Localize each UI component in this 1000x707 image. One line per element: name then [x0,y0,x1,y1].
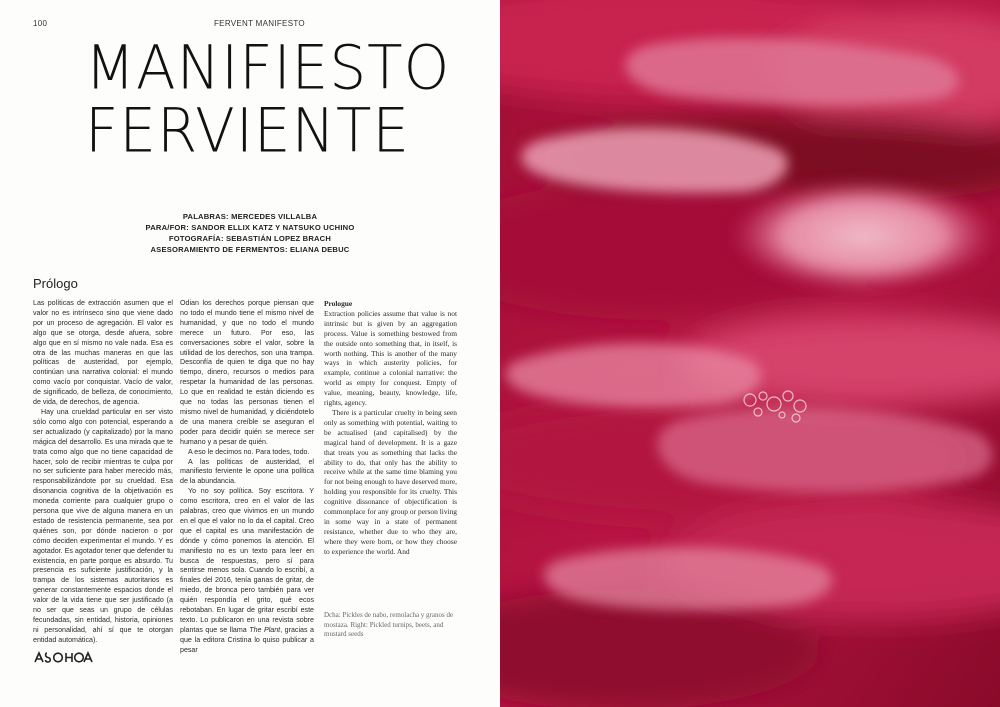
paragraph: There is a particular cruelty in being seen only as something with potential, waiting to be actualised (and capitalised) by the magical hand of development. It is a gaze that treats you as something that lacks the ability to do, that only has the ability to receive while at the same time blaming you for not being enough to have deserved more, holding you responsible for its cruelty. This cognitive dissonance of objectification is commonplace for any group or person living in some way in a state of permanent resistance, whether due to who they are, where they were born, or how they choose to experience the world. And [324,407,457,556]
magazine-name: The Plant [249,625,281,634]
paragraph [180,487,314,655]
photo-caption [324,611,464,640]
section-title: Prólogo [33,276,78,291]
photo-page [500,0,1000,707]
credits-block [120,211,380,255]
paragraph: Hay una crueldad particular en ser visto sólo como algo con potencial, esperando a ser actualizado (y capitalizado) por la mano mágica del desarrollo. Es una mirada que te trata como algo que no tiene capacidad de hacer, solo de recibir mientras te culpa por no ser suficiente para haber merecido más, responsabilizándote por su crueldad. Esa disonancia cognitiva de la objetivación es moneda corriente para cualquier grupo o persona que vive de alguna manera en un estado de resistencia permanente, sea por quiénes son, por dónde nacieron o por cómo deciden experimentar el mundo. Y es agotador. Es agotador tener que defender tu existencia, en parte porque es absurdo. Tu presencia es suficiente justificación, y la trampa de los sistemas autoritarios es generar constantemente espacios donde el valor de la vida tiene que ser justificado (a no ser que seas un grupo de células fecundadas, sin entidad, historia, opiniones ni personalidad, ahí sí que te otorgan entidad automática). [33,407,173,644]
paragraph: A eso le decimos no. Para todes, todo. [188,447,310,456]
english-heading: Prologue [324,299,353,308]
running-title: FERVENT MANIFESTO [214,19,305,28]
caption-es: Dcha: Pickles de nabo, remolacha y granos de mostaza. [324,611,454,629]
credit-ferment: ASESORAMIENTO DE FERMENTOS: ELIANA DEBUC [150,245,350,254]
paragraph: Odian los derechos porque piensan que no todo el mundo tiene el mismo nivel de humanidad, y que no todo el mundo merece un futuro. Por eso, las conversaciones sobre el valor, sobre la utilidad de los derechos, son una trampa. Desconfía de quien te diga que no hay tiempo, dinero, recursos o medios para respetar la humanidad de las personas. Lo que en realidad te están diciendo es que no todas las personas tienen el mismo nivel de humanidad, y diciéndotelo de una manera creíble se aseguran el poder para decidir quién se merece ser humano y a pesar de quién. [180,299,314,446]
body-column-2 [180,299,314,656]
credit-photo: FOTOGRAFÍA: SEBASTIÁN LOPEZ BRACH [168,234,332,243]
text-run: , gracias a que la editora Cristina lo quiso publicar a pesar [180,625,314,654]
paragraph: Extraction policies assume that value is not intrinsic but is given by an aggregation process. Value is something bestowed from the outside onto something that, in itself, is worth nothing. This is another of the many ways in which austerity policies, for example, continue a colonial narrative: the world as empty for conquest. Empty of value, meaning, beauty, knowledge, life, rights, agency. [324,308,457,408]
title-line-1: MANIFIESTO [85,31,451,104]
pickles-photo [500,0,1000,707]
title-line-2: FERVIENTE [85,94,411,167]
text-run: Yo no soy política. Soy escritora. Y como escritora, creo en el valor de las palabras, creo que vivimos en un mundo en el que el valor no lo da el capital. Creo que el capital es una manifestación de dónde y cómo ponemos la atención. El manifiesto no es un texto para leer en busca de respuestas, pero sí para sentirse menos sola. Cuando lo escribí, a finales del 2016, tenía ganas de gritar, de miedo, de bronca pero también para ver quién respondía el grito, qué ecos rebotaban. En lugar de gritar escribí este texto. Lo publicaron en una revista sobre plantas que se llama [180,487,314,634]
page-number: 100 [33,19,48,28]
credit-for: PARA/FOR: SANDOR ELLIX KATZ Y NATSUKO UCHINO [145,223,355,232]
body-column-3 [324,299,457,557]
credit-words: PALABRAS: MERCEDES VILLALBA [182,212,318,221]
paragraph: Las políticas de extracción asumen que el valor no es intrínseco sino que viene dado por un proceso de agregación. El valor es algo que se otorga, desde afuera, sobre algo que en sí mismo no vale nada. Esa es otra de las muchas maneras en que las políticas de austeridad, por ejemplo, continúan una narrativa colonial: el mundo como vacío por conquistar. Vacío de valor, de significado, de belleza, de conocimiento, de vida, de derechos, de agencia. [33,299,173,407]
body-column-1 [33,299,173,646]
paragraph: A las políticas de austeridad, el manifiesto ferviente le opone una política de la abundancia. [180,457,314,486]
caption-en: Right: Pickled turnips, beets, and mustard seeds [324,620,444,638]
magazine-logo-icon [33,650,93,664]
article-title [85,31,451,167]
